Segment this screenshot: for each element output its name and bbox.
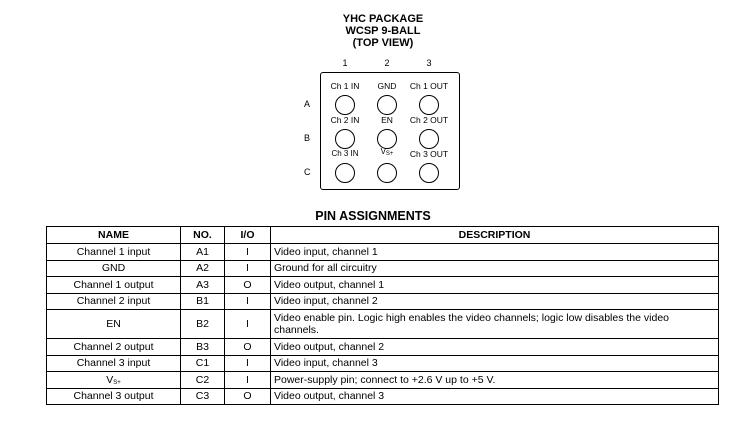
pin-io: I	[225, 372, 271, 389]
ball-label-a3: Ch 1 OUT	[409, 81, 449, 91]
package-title-line-3: (TOP VIEW)	[352, 37, 414, 49]
pin-description: Video input, channel 3	[271, 355, 719, 372]
table-row	[47, 310, 719, 339]
pin-number: A2	[181, 260, 225, 277]
header-no: NO.	[181, 227, 225, 244]
ball-label-b3: Ch 2 OUT	[409, 115, 449, 125]
table-row	[47, 372, 719, 389]
column-number-2: 2	[384, 58, 390, 68]
ball-label-c1: Ch 3 IN	[331, 149, 359, 158]
ball-c1	[335, 163, 355, 183]
table-row	[47, 388, 719, 405]
pin-description: Ground for all circuitry	[271, 260, 719, 277]
pin-name: Channel 1 input	[47, 244, 181, 261]
pin-description: Video enable pin. Logic high enables the video channels; logic low disables the video channels.	[271, 310, 719, 339]
table-header-row	[47, 227, 719, 244]
pin-number: C1	[181, 355, 225, 372]
pin-io: I	[225, 260, 271, 277]
column-number-1: 1	[342, 58, 348, 68]
ball-a2	[377, 95, 397, 115]
pin-assignments-title: PIN ASSIGNMENTS	[315, 209, 431, 223]
ball-b1	[335, 129, 355, 149]
pin-io: O	[225, 277, 271, 294]
pin-name: Channel 3 input	[47, 355, 181, 372]
row-letter-c: C	[304, 167, 311, 177]
pin-number: A3	[181, 277, 225, 294]
table-row	[47, 244, 719, 261]
table-row	[47, 339, 719, 356]
pin-io: O	[225, 388, 271, 405]
header-description: DESCRIPTION	[271, 227, 719, 244]
pin-io: I	[225, 244, 271, 261]
table-row	[47, 260, 719, 277]
ball-label-b1: Ch 2 IN	[330, 115, 360, 125]
package-title-line-2: WCSP 9-BALL	[345, 25, 421, 37]
pin-name: Channel 2 input	[47, 293, 181, 310]
pin-number: B3	[181, 339, 225, 356]
pin-number: B2	[181, 310, 225, 339]
pin-number: B1	[181, 293, 225, 310]
table-row	[47, 355, 719, 372]
ball-a3	[419, 95, 439, 115]
pin-io: I	[225, 355, 271, 372]
ball-label-a1: Ch 1 IN	[330, 81, 360, 91]
pin-number: A1	[181, 244, 225, 261]
ball-b2	[377, 129, 397, 149]
table-row	[47, 277, 719, 294]
pin-io: O	[225, 339, 271, 356]
pin-name: Channel 3 output	[47, 388, 181, 405]
ball-label-a2: GND	[377, 81, 397, 91]
pin-description: Power-supply pin; connect to +2.6 V up to +5 V.	[271, 372, 719, 389]
pin-name: Channel 1 output	[47, 277, 181, 294]
pin-number: C3	[181, 388, 225, 405]
row-letter-b: B	[304, 133, 311, 143]
column-number-3: 3	[426, 58, 432, 68]
pin-description: Video output, channel 1	[271, 277, 719, 294]
package-outline	[320, 72, 460, 190]
header-io: I/O	[225, 227, 271, 244]
ball-c2	[377, 163, 397, 183]
pin-description: Video input, channel 2	[271, 293, 719, 310]
pin-name: $V_{S+}$	[47, 372, 181, 389]
pin-number: C2	[181, 372, 225, 389]
row-letter-a: A	[304, 99, 311, 109]
ball-label-b2: EN	[381, 115, 393, 125]
ball-label-c2: $V_{S+}$	[380, 147, 394, 157]
package-title-line-1: YHC PACKAGE	[342, 13, 424, 25]
ball-c3	[419, 163, 439, 183]
pin-description: Video output, channel 3	[271, 388, 719, 405]
ball-b3	[419, 129, 439, 149]
pin-io: I	[225, 293, 271, 310]
pin-description: Video output, channel 2	[271, 339, 719, 356]
pin-assignments-table	[46, 226, 719, 405]
ball-a1	[335, 95, 355, 115]
ball-label-c3: Ch 3 OUT	[409, 149, 449, 159]
table-row	[47, 293, 719, 310]
pin-name: EN	[47, 310, 181, 339]
header-name: NAME	[47, 227, 181, 244]
pin-name: GND	[47, 260, 181, 277]
pin-io: I	[225, 310, 271, 339]
pin-name: Channel 2 output	[47, 339, 181, 356]
pin-description: Video input, channel 1	[271, 244, 719, 261]
